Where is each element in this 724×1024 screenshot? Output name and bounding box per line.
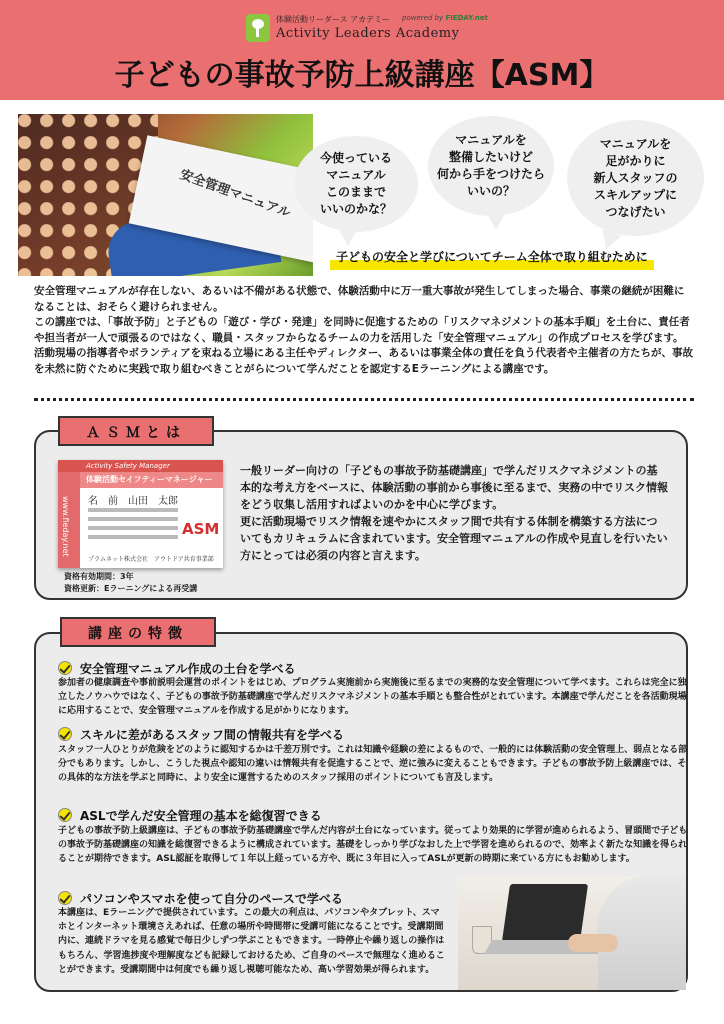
logo-text: Activity Leaders Academy: [276, 26, 460, 41]
speech-bubble: [294, 136, 418, 232]
feature-body: 子どもの事故予防上級講座は、子どもの事故予防基礎講座で学んだ内容が土台になっています。従ってより効果的に学習が進められるよう、冒頭間で子どもの事故予防基礎講座の知識を総復習できるように構成されています。基礎をしっかり学びなおした上で学習を進められるので、効率よく新たな知識を得られることが期待できます。ASL認証を取得して１年以上経っている方や、既に３年目に入ってASLが更新の時期に来ている方にもお勧めします。: [58, 826, 688, 865]
feature-title-text: 安全管理マニュアル作成の土台を学べる: [80, 661, 296, 676]
bubble-text: マニュアルを 足がかりに 新人スタッフの スキルアップに つなげたい: [593, 136, 678, 219]
card-side-text: www.fieday.net: [61, 496, 70, 557]
intro-paragraph: この講座では、「事故予防」と子どもの「遊び・学び・発達」を同時に促進するための「リスクマネジメントの基本手順」を土台に、責任者や担当者が一人で頑張るのではなく、職員・スタッフからなるチームの力を活用した「安全管理マニュアル」の作成プロセスを学びます。: [34, 316, 690, 344]
card-header: Activity Safety Manager: [58, 460, 223, 472]
intro-paragraph: 活動現場の指導者やボランティアを束ねる立場にある主任やディレクター、あるいは事業全体の責任を負う代表者や主催者の方たちが、事故を未然に防ぐために実践で取り組むべきことがらについて学んだことを認定するEラーニングによる講座です。: [34, 347, 693, 375]
bubble-text: マニュアルを 整備したいけど 何から手をつけたら いいの？: [436, 133, 545, 198]
academy-logo[interactable]: [242, 12, 502, 44]
feature-title: [58, 889, 343, 907]
leaf-logo-icon: [246, 14, 270, 42]
powered-by: [402, 14, 488, 22]
tagline: 子どもの安全と学びについてチーム全体で取り組むために: [330, 248, 654, 270]
page-title: 子どもの事故予防上級講座【ASM】: [114, 58, 610, 93]
intro-paragraph: 安全管理マニュアルが存在しない、あるいは不備がある状態で、体験活動中に万一重大事故が発生してしまった場合、事業の継続が困難になることは、おそらく避けられません。: [34, 285, 685, 313]
feature-title: [58, 725, 344, 743]
powered-brand: FIEDAY.net: [445, 14, 488, 22]
checkmark-icon: [58, 727, 72, 741]
features-section-tab: 講座の特徴: [60, 617, 216, 647]
checkmark-icon: [58, 891, 72, 905]
card-asm-badge: ASM: [182, 520, 220, 538]
renewal: 資格更新：Eラーニングによる再受講: [64, 584, 198, 593]
feature-title-text: ASLで学んだ安全管理の基本を総復習できる: [80, 808, 322, 823]
card-footer: プラムネット株式会社 アウトドア共育事業部: [88, 556, 214, 563]
card-band: 体験活動セイフティーマネージャー: [58, 472, 223, 488]
certificate-card: [58, 460, 223, 568]
asm-paragraph: 一般リーダー向けの「子どもの事故予防基礎講座」で学んだリスクマネジメントの基本的な考え方をベースに、体験活動の事前から事後に至るまで、実務の中でリスク情報をどう収集し活用すればよいのかを中心に学びます。: [240, 464, 669, 511]
feature-title-text: スキルに差があるスタッフ間の情報共有を学べる: [80, 727, 344, 742]
feature-title: [58, 806, 322, 824]
org-name: 体験活動リーダース アカデミー: [276, 15, 391, 24]
card-side-strip: [58, 472, 80, 568]
card-detail-lines: [88, 508, 178, 544]
card-name: 名 前 山田 太郎: [88, 496, 178, 507]
intro-text: [34, 284, 694, 377]
asm-meta: [64, 571, 197, 595]
hero-photo: [18, 114, 313, 276]
speech-bubble: [567, 120, 704, 236]
header-banner: [0, 0, 724, 100]
checkmark-icon: [58, 808, 72, 822]
validity: 資格有効期間：3年: [64, 572, 134, 581]
bubble-text: 今使っている マニュアル このままで いいのかな？: [319, 151, 392, 216]
asm-section-tab: ＡＳＭとは: [58, 416, 214, 446]
checkmark-icon: [58, 661, 72, 675]
feature-body: 本講座は、Eラーニングで提供されています。この最大の利点は、パソコンやタブレット、スマホとインターネット環境さえあれば、任意の場所や時間帯に受講可能になることです。受講期間内に、連続ドラマを見る感覚で毎日少しずつ学ぶこともできます。一時停止や繰り返しの操作はもちろん、学習進捗度や理解度なども記録しておけるため、ご自身のペースで無理なく進めることができます。受講期間中は何度でも繰り返し視聴可能なため、高い学習効果が得られます。: [58, 908, 445, 975]
asm-paragraph: 更に活動現場でリスク情報を速やかにスタッフ間で共有する体制を構築する方法についてもカリキュラムに含まれています。安全管理マニュアルの作成や見直しを行いたい方にとっては必須の内容と言えます。: [240, 515, 668, 562]
feature-title-text: パソコンやスマホを使って自分のペースで学べる: [80, 891, 343, 906]
asm-description: [240, 462, 668, 564]
feature-body: スタッフ一人ひとりが危険をどのように認知するかは千差万別です。これは知識や経験の差によるもので、一般的には体験活動の安全管理上、弱点となる部分でもあります。しかし、こうした視点や認知の違いは情報共有を促進することで、逆に強みに変えることもできます。子どもの事故予防上級講座では、その具体的な方法を学ぶと同時に、より安全に運営するためのスタッフ採用のポイントについても言及します。: [58, 745, 688, 784]
feature-title: [58, 659, 296, 677]
feature-body: 参加者の健康調査や事前説明会運営のポイントをはじめ、プログラム実施前から実施後に至るまでの実務的な安全管理について学べます。これらは完全に独立したノウハウではなく、子どもの事故予防基礎講座で学んだリスクマネジメントの基本手順とも整合性がとれています。本講座で学んだことを各活動現場に応用することで、安全管理マニュアルを作成する足がかりになります。: [58, 678, 687, 717]
powered-prefix: powered by: [402, 14, 444, 22]
paper-text: 安全管理マニュアル: [177, 167, 293, 222]
laptop-photo: [458, 876, 686, 990]
dotted-divider: [34, 398, 694, 401]
speech-bubble: [428, 116, 554, 216]
